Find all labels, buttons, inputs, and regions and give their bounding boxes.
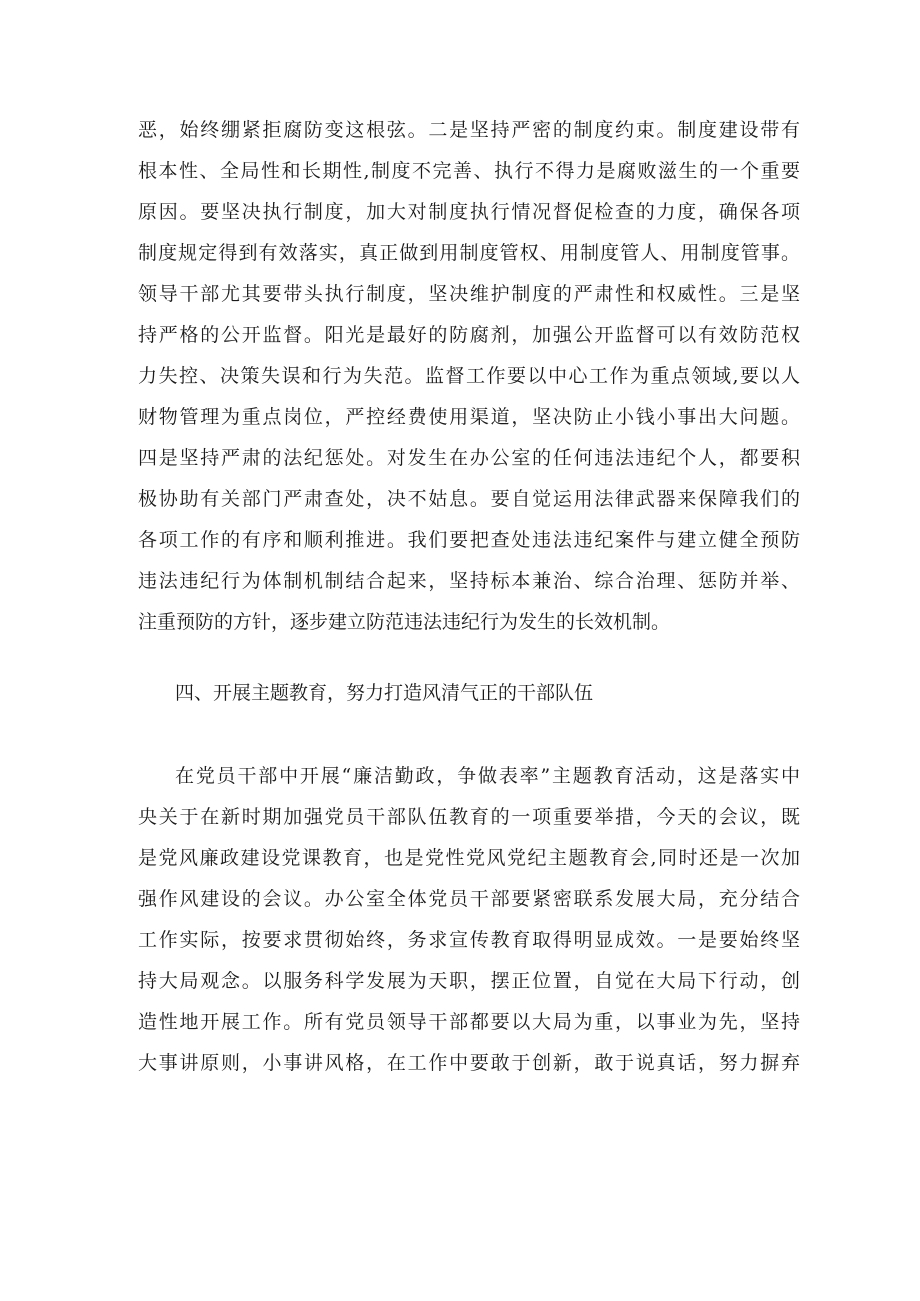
paragraph-1-line: 各项工作的有序和顺利推进。我们要把查处违法违纪案件与建立健全预防 <box>138 529 800 551</box>
paragraph-2-line: 大事讲原则，小事讲风格，在工作中要敢于创新，敢于说真话，努力摒弃 <box>138 1052 800 1074</box>
paragraph-2-line: 是党风廉政建设党课教育，也是党性党风党纪主题教育会,同时还是一次加 <box>138 847 800 869</box>
paragraph-1-line: 根本性、全局性和长期性,制度不完善、执行不得力是腐败滋生的一个重要 <box>138 160 800 182</box>
paragraph-1-line: 四是坚持严肃的法纪惩处。对发生在办公室的任何违法违纪个人，都要积 <box>138 447 800 469</box>
paragraph-1-line: 恶，始终绷紧拒腐防变这根弦。二是坚持严密的制度约束。制度建设带有 <box>138 119 800 141</box>
paragraph-1-line: 力失控、决策失误和行为失范。监督工作要以中心工作为重点领域,要以人 <box>138 365 800 387</box>
paragraph-1-line: 持严格的公开监督。阳光是最好的防腐剂，加强公开监督可以有效防范权 <box>138 324 800 346</box>
paragraph-1-line: 极协助有关部门严肃查处，决不姑息。要自觉运用法律武器来保障我们的 <box>138 488 800 510</box>
paragraph-1-line: 原因。要坚决执行制度，加大对制度执行情况督促检查的力度，确保各项 <box>138 201 800 223</box>
paragraph-2-line: 强作风建设的会议。办公室全体党员干部要紧密联系发展大局，充分结合 <box>138 888 800 910</box>
paragraph-1-line: 违法违纪行为体制机制结合起来，坚持标本兼治、综合治理、惩防并举、 <box>138 570 800 592</box>
paragraph-2-line: 在党员干部中开展“廉洁勤政，争做表率”主题教育活动，这是落实中 <box>175 765 800 787</box>
paragraph-2-line: 造性地开展工作。所有党员领导干部都要以大局为重，以事业为先，坚持 <box>138 1011 800 1033</box>
paragraph-2-line: 工作实际，按要求贯彻始终，务求宣传教育取得明显成效。一是要始终坚 <box>138 929 800 951</box>
paragraph-2-line: 持大局观念。以服务科学发展为天职，摆正位置，自觉在大局下行动，创 <box>138 970 800 992</box>
section-heading: 四、开展主题教育，努力打造风清气正的干部队伍 <box>175 682 594 704</box>
paragraph-2-line: 央关于在新时期加强党员干部队伍教育的一项重要举措，今天的会议，既 <box>138 806 800 828</box>
paragraph-1-line: 领导干部尤其要带头执行制度，坚决维护制度的严肃性和权威性。三是坚 <box>138 283 800 305</box>
paragraph-1-line: 制度规定得到有效落实，真正做到用制度管权、用制度管人、用制度管事。 <box>138 242 800 264</box>
paragraph-1-line: 财物管理为重点岗位，严控经费使用渠道，坚决防止小钱小事出大问题。 <box>138 406 800 428</box>
paragraph-1-line: 注重预防的方针，逐步建立防范违法违纪行为发生的长效机制。 <box>138 611 671 633</box>
